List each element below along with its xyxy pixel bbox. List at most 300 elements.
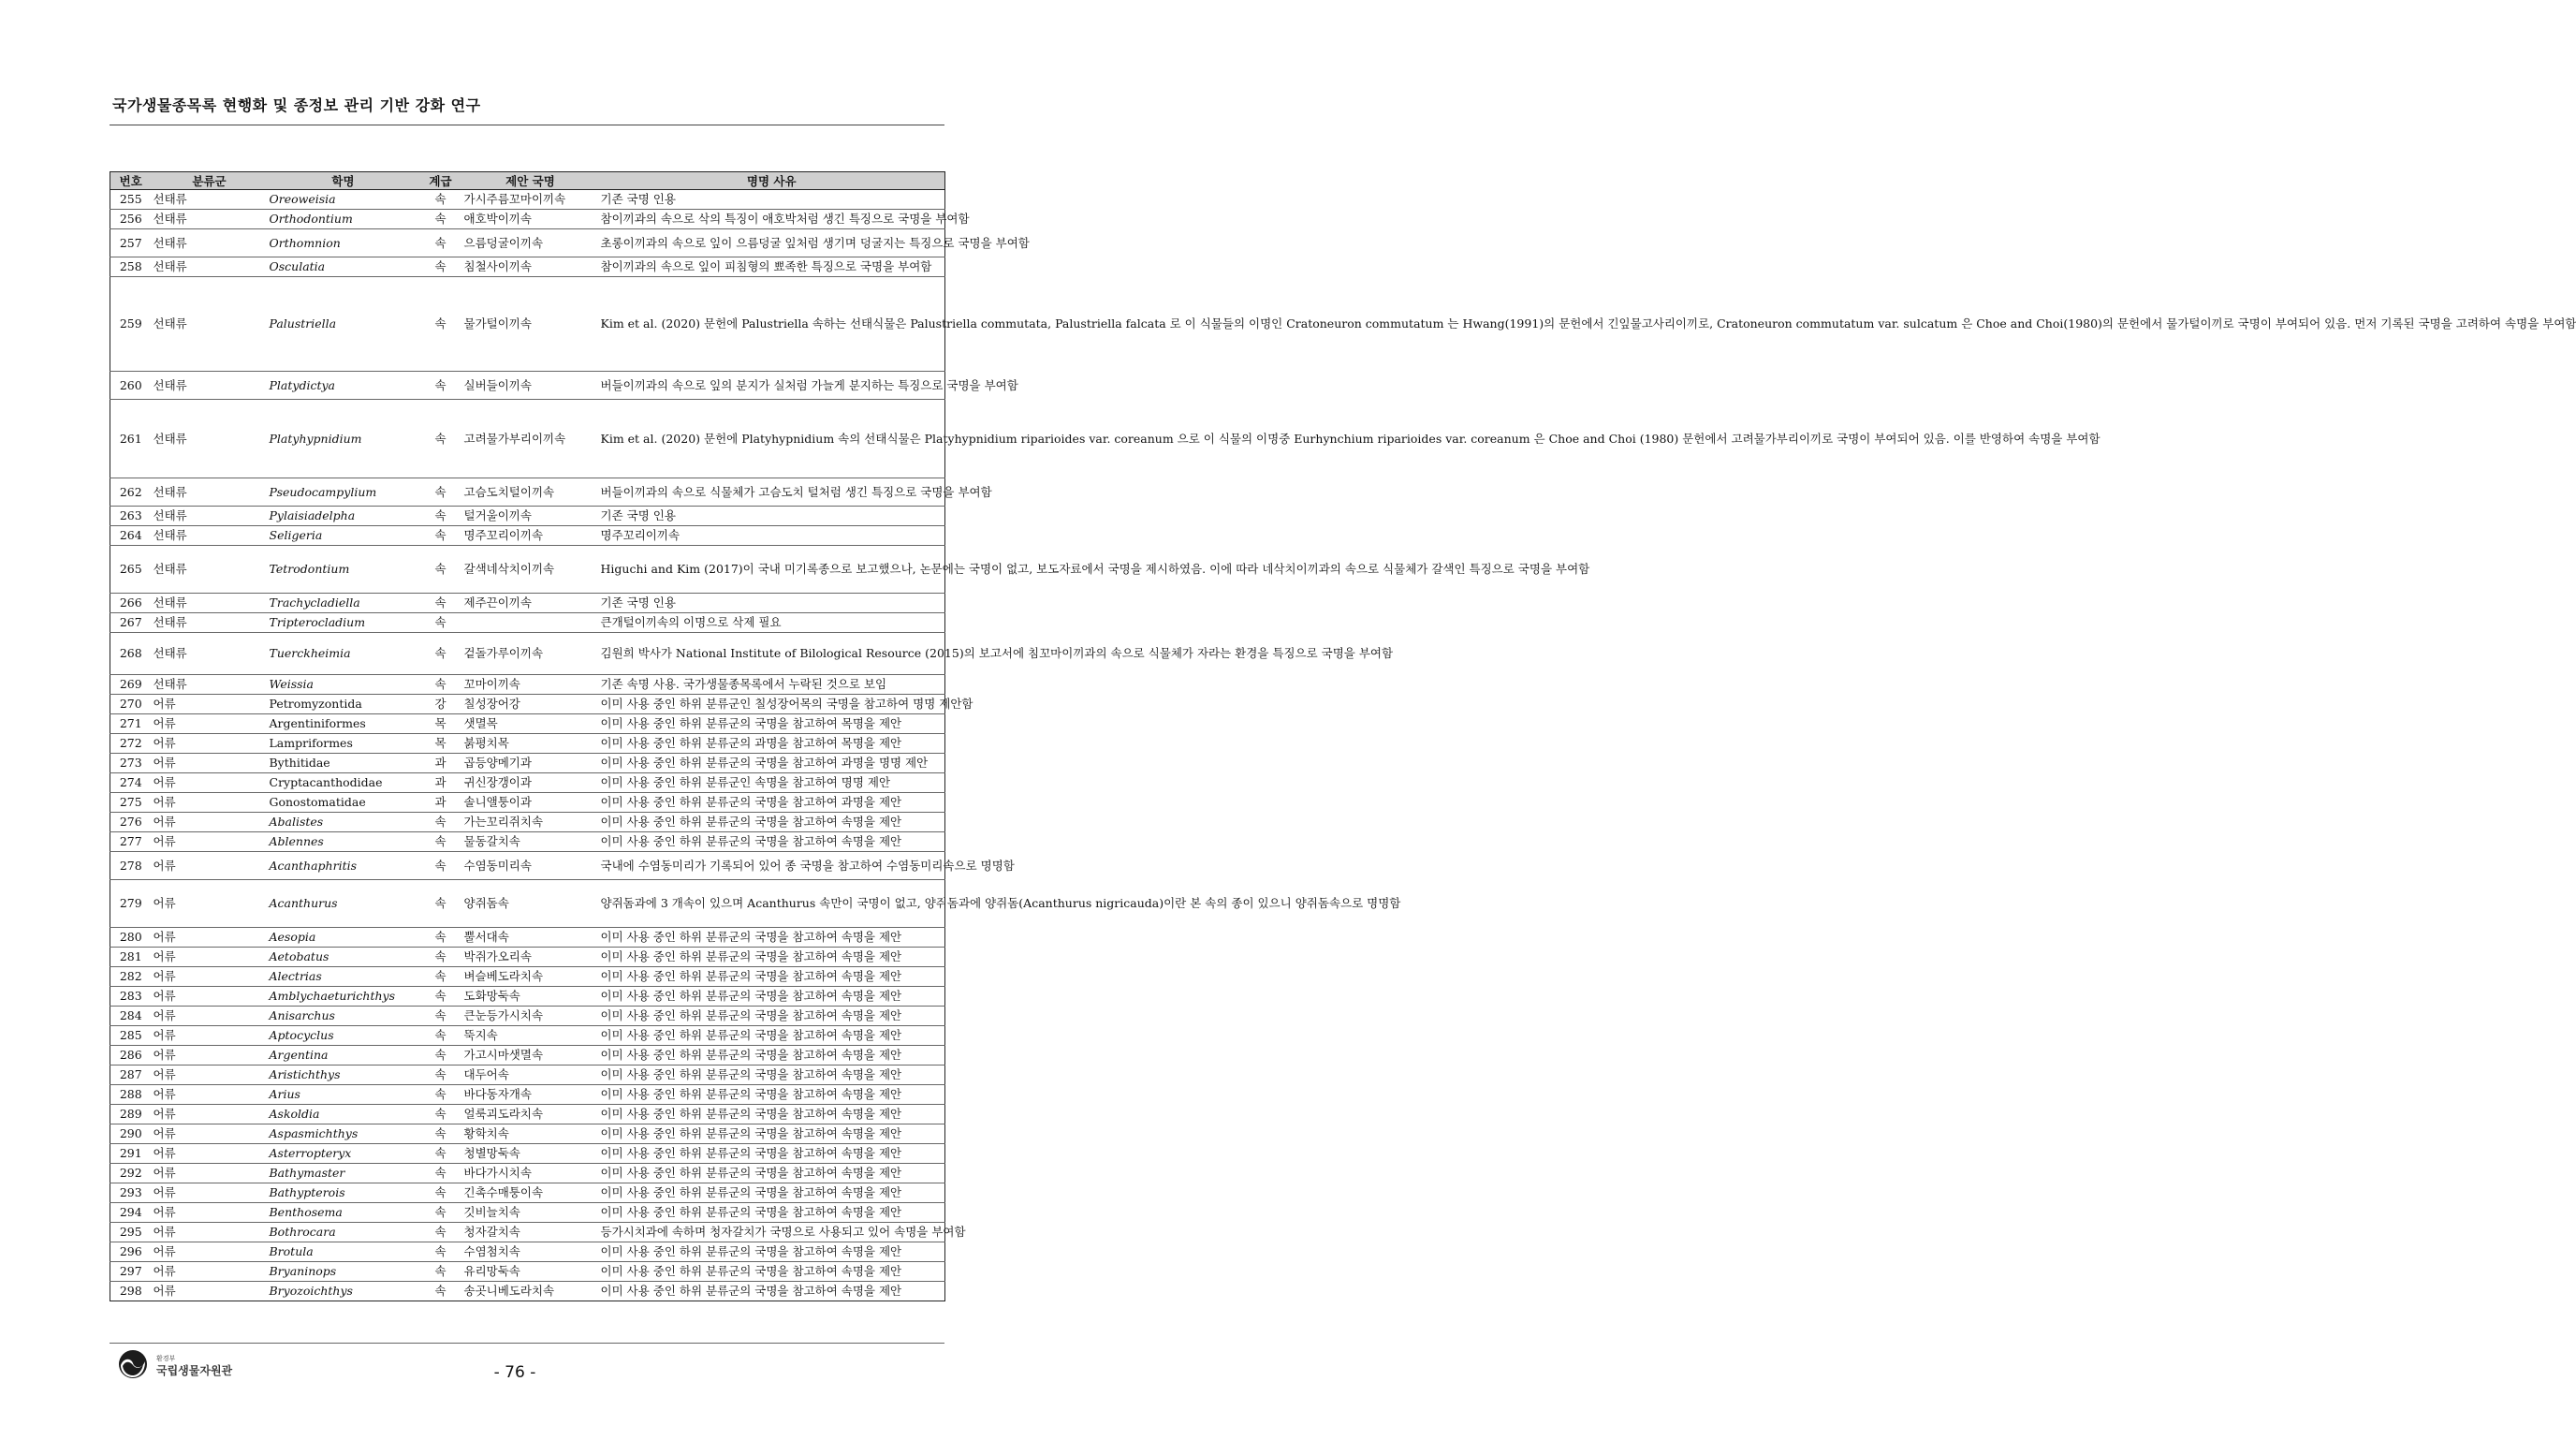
row-scientific-name: Alectrias xyxy=(268,967,419,987)
row-group: 선태류 xyxy=(152,190,268,210)
table-row xyxy=(110,813,945,832)
row-korean-name: 청별망둑속 xyxy=(462,1144,599,1164)
row-number: 277 xyxy=(110,832,152,852)
row-korean-name: 깃비늘치속 xyxy=(462,1203,599,1223)
row-rank: 속 xyxy=(419,372,462,400)
row-korean-name: 갈색네삭치이끼속 xyxy=(462,546,599,594)
row-scientific-name: Weissia xyxy=(268,675,419,695)
table-row xyxy=(110,594,945,613)
row-group: 어류 xyxy=(152,714,268,734)
row-rank: 속 xyxy=(419,948,462,967)
row-scientific-name: Acanthurus xyxy=(268,880,419,928)
row-scientific-name: Bathymaster xyxy=(268,1164,419,1183)
row-korean-name: 고려물가부리이끼속 xyxy=(462,400,599,478)
row-number: 259 xyxy=(110,277,152,372)
row-rank: 과 xyxy=(419,773,462,793)
row-korean-name: 황학치속 xyxy=(462,1124,599,1144)
row-naming-reason: 양쥐돔과에 3 개속이 있으며 Acanthurus 속만이 국명이 없고, 양쥐돔과에 양쥐돔(Acanthurus nigricauda)이란 본 속의 종이 있으니 양쥐돔속으로 명명함 xyxy=(599,880,945,928)
row-scientific-name: Cryptacanthodidae xyxy=(268,773,419,793)
row-naming-reason: 이미 사용 중인 하위 분류군의 국명을 참고하여 속명을 제안 xyxy=(599,1124,945,1144)
row-rank: 속 xyxy=(419,967,462,987)
col-header-scientific-name: 학명 xyxy=(268,172,419,190)
table-row xyxy=(110,257,945,277)
table-row xyxy=(110,546,945,594)
row-number: 255 xyxy=(110,190,152,210)
row-scientific-name: Brotula xyxy=(268,1242,419,1262)
row-scientific-name: Palustriella xyxy=(268,277,419,372)
row-group: 선태류 xyxy=(152,400,268,478)
row-korean-name: 고슴도치털이끼속 xyxy=(462,478,599,507)
row-naming-reason: 이미 사용 중인 하위 분류군의 국명을 참고하여 속명을 제안 xyxy=(599,928,945,948)
row-group: 선태류 xyxy=(152,546,268,594)
row-korean-name: 대두어속 xyxy=(462,1066,599,1085)
table-row xyxy=(110,1026,945,1046)
row-korean-name: 꼬마이끼속 xyxy=(462,675,599,695)
row-number: 272 xyxy=(110,734,152,754)
row-number: 278 xyxy=(110,852,152,880)
row-naming-reason: 큰개털이끼속의 이명으로 삭제 필요 xyxy=(599,613,945,633)
row-rank: 속 xyxy=(419,1026,462,1046)
org-name: 국립생물자원관 xyxy=(156,1364,233,1377)
table-row xyxy=(110,229,945,257)
row-naming-reason: 이미 사용 중인 하위 분류군의 국명을 참고하여 속명을 제안 xyxy=(599,1262,945,1282)
table-row xyxy=(110,400,945,478)
row-group: 어류 xyxy=(152,813,268,832)
row-scientific-name: Anisarchus xyxy=(268,1007,419,1026)
row-group: 선태류 xyxy=(152,526,268,546)
table-row xyxy=(110,832,945,852)
row-group: 선태류 xyxy=(152,210,268,229)
row-number: 269 xyxy=(110,675,152,695)
row-scientific-name: Benthosema xyxy=(268,1203,419,1223)
row-rank: 속 xyxy=(419,1046,462,1066)
naming-table xyxy=(110,171,2576,1301)
row-group: 선태류 xyxy=(152,277,268,372)
row-korean-name: 뿔서대속 xyxy=(462,928,599,948)
row-rank: 속 xyxy=(419,1066,462,1085)
table-row xyxy=(110,1242,945,1262)
row-scientific-name: Argentina xyxy=(268,1046,419,1066)
row-korean-name: 바다동자개속 xyxy=(462,1085,599,1105)
table-row xyxy=(110,675,945,695)
row-number: 282 xyxy=(110,967,152,987)
row-rank: 속 xyxy=(419,1203,462,1223)
row-number: 256 xyxy=(110,210,152,229)
row-rank: 속 xyxy=(419,1282,462,1301)
row-group: 어류 xyxy=(152,1262,268,1282)
row-korean-name: 벼슬베도라치속 xyxy=(462,967,599,987)
table-body xyxy=(110,190,2576,1301)
row-naming-reason: 이미 사용 중인 하위 분류군의 국명을 참고하여 속명을 제안 xyxy=(599,948,945,967)
row-naming-reason: 이미 사용 중인 하위 분류군의 국명을 참고하여 속명을 제안 xyxy=(599,1085,945,1105)
row-group: 어류 xyxy=(152,734,268,754)
row-number: 291 xyxy=(110,1144,152,1164)
row-rank: 속 xyxy=(419,526,462,546)
row-korean-name: 양쥐돔속 xyxy=(462,880,599,928)
row-number: 279 xyxy=(110,880,152,928)
row-number: 258 xyxy=(110,257,152,277)
row-korean-name: 겉돌가루이끼속 xyxy=(462,633,599,675)
row-scientific-name: Argentiniformes xyxy=(268,714,419,734)
row-scientific-name: Platyhypnidium xyxy=(268,400,419,478)
table-row xyxy=(110,928,945,948)
row-naming-reason: 이미 사용 중인 하위 분류군의 국명을 참고하여 속명을 제안 xyxy=(599,1203,945,1223)
row-group: 어류 xyxy=(152,852,268,880)
row-naming-reason: 이미 사용 중인 하위 분류군의 국명을 참고하여 속명을 제안 xyxy=(599,832,945,852)
row-number: 263 xyxy=(110,507,152,526)
row-scientific-name: Tuerckheimia xyxy=(268,633,419,675)
table-row xyxy=(110,948,945,967)
row-korean-name: 솔니앨퉁이과 xyxy=(462,793,599,813)
row-korean-name: 샛멸목 xyxy=(462,714,599,734)
row-naming-reason: Kim et al. (2020) 문헌에 Platyhypnidium 속의 선태식물은 Platyhypnidium riparioides var. coreanum 으로 이 식물의 이명중 Eurhynchium riparioides var. coreanum 은 Choe and Choi (1980) 문헌에서 고려물가부리이끼로 국명이 부여되어 있음. 이를 반영하여 속명을 부여함 xyxy=(599,400,945,478)
row-naming-reason: 이미 사용 중인 하위 분류군의 국명을 참고하여 속명을 제안 xyxy=(599,1046,945,1066)
row-scientific-name: Bythitidae xyxy=(268,754,419,773)
row-korean-name: 수염동미리속 xyxy=(462,852,599,880)
row-rank: 속 xyxy=(419,1144,462,1164)
row-naming-reason: Higuchi and Kim (2017)이 국내 미기록종으로 보고했으나, 논문에는 국명이 없고, 보도자료에서 국명을 제시하였음. 이에 따라 네삭치이끼과의 속으로 식물체가 갈색인 특징으로 국명을 부여함 xyxy=(599,546,945,594)
row-group: 어류 xyxy=(152,1223,268,1242)
row-scientific-name: Bryaninops xyxy=(268,1262,419,1282)
row-naming-reason: 이미 사용 중인 하위 분류군인 속명을 참고하여 명명 제안 xyxy=(599,773,945,793)
row-korean-name: 귀신장갱이과 xyxy=(462,773,599,793)
row-group: 어류 xyxy=(152,1183,268,1203)
row-scientific-name: Seligeria xyxy=(268,526,419,546)
row-rank: 속 xyxy=(419,1007,462,1026)
table-row xyxy=(110,1124,945,1144)
row-rank: 속 xyxy=(419,546,462,594)
row-number: 261 xyxy=(110,400,152,478)
row-group: 선태류 xyxy=(152,507,268,526)
table-row xyxy=(110,880,945,928)
row-scientific-name: Orthomnion xyxy=(268,229,419,257)
row-korean-name: 큰눈등가시치속 xyxy=(462,1007,599,1026)
row-group: 선태류 xyxy=(152,613,268,633)
table-row xyxy=(110,754,945,773)
row-rank: 속 xyxy=(419,210,462,229)
row-group: 선태류 xyxy=(152,478,268,507)
row-korean-name: 송곳니베도라치속 xyxy=(462,1282,599,1301)
row-rank: 속 xyxy=(419,229,462,257)
table-row xyxy=(110,1262,945,1282)
row-rank: 속 xyxy=(419,832,462,852)
row-rank: 속 xyxy=(419,1223,462,1242)
row-number: 286 xyxy=(110,1046,152,1066)
table-row xyxy=(110,987,945,1007)
row-number: 290 xyxy=(110,1124,152,1144)
row-scientific-name: Oreoweisia xyxy=(268,190,419,210)
row-group: 선태류 xyxy=(152,633,268,675)
table-row xyxy=(110,1144,945,1164)
row-naming-reason: 명주꼬리이끼속 xyxy=(599,526,945,546)
row-group: 어류 xyxy=(152,1007,268,1026)
row-scientific-name: Amblychaeturichthys xyxy=(268,987,419,1007)
row-korean-name: 얼룩괴도라치속 xyxy=(462,1105,599,1124)
row-rank: 과 xyxy=(419,793,462,813)
table-row xyxy=(110,1066,945,1085)
row-scientific-name: Asterropteryx xyxy=(268,1144,419,1164)
row-group: 어류 xyxy=(152,948,268,967)
table-row xyxy=(110,1007,945,1026)
table-row xyxy=(110,1046,945,1066)
row-number: 281 xyxy=(110,948,152,967)
row-naming-reason: 이미 사용 중인 하위 분류군의 국명을 참고하여 속명을 제안 xyxy=(599,813,945,832)
row-rank: 속 xyxy=(419,478,462,507)
row-naming-reason: 이미 사용 중인 하위 분류군의 국명을 참고하여 과명을 제안 xyxy=(599,793,945,813)
row-scientific-name: Petromyzontida xyxy=(268,695,419,714)
row-naming-reason: 이미 사용 중인 하위 분류군의 국명을 참고하여 속명을 제안 xyxy=(599,1242,945,1262)
row-group: 어류 xyxy=(152,1242,268,1262)
row-naming-reason: 이미 사용 중인 하위 분류군의 국명을 참고하여 속명을 제안 xyxy=(599,1007,945,1026)
row-group: 어류 xyxy=(152,1026,268,1046)
row-korean-name: 칠성장어강 xyxy=(462,695,599,714)
table-row xyxy=(110,1203,945,1223)
row-rank: 강 xyxy=(419,695,462,714)
row-scientific-name: Aetobatus xyxy=(268,948,419,967)
table-row xyxy=(110,613,945,633)
row-rank: 속 xyxy=(419,675,462,695)
row-naming-reason: Kim et al. (2020) 문헌에 Palustriella 속하는 선태식물은 Palustriella commutata, Palustriella falcata 로 이 식물들의 이명인 Cratoneuron commutatum 는 Hwang(1991)의 문헌에서 긴잎물고사리이끼로, Cratoneuron commutatum var. sulcatum 은 Choe and Choi(1980)의 문헌에서 물가털이끼로 국명이 부여되어 있음. 먼저 기록된 국명을 고려하여 속명을 부여함 xyxy=(599,277,945,372)
footer-divider xyxy=(110,1343,944,1344)
row-rank: 속 xyxy=(419,594,462,613)
row-number: 275 xyxy=(110,793,152,813)
row-group: 어류 xyxy=(152,1124,268,1144)
col-header-group: 분류군 xyxy=(152,172,268,190)
row-scientific-name: Pseudocampylium xyxy=(268,478,419,507)
row-rank: 속 xyxy=(419,1164,462,1183)
row-group: 어류 xyxy=(152,1105,268,1124)
table-row xyxy=(110,1282,945,1301)
row-scientific-name: Arius xyxy=(268,1085,419,1105)
row-group: 선태류 xyxy=(152,229,268,257)
row-rank: 속 xyxy=(419,813,462,832)
row-scientific-name: Bothrocara xyxy=(268,1223,419,1242)
row-naming-reason: 참이끼과의 속으로 잎이 피침형의 뾰족한 특징으로 국명을 부여함 xyxy=(599,257,945,277)
row-number: 288 xyxy=(110,1085,152,1105)
row-number: 257 xyxy=(110,229,152,257)
row-korean-name: 가는꼬리쥐치속 xyxy=(462,813,599,832)
page-number: - 76 - xyxy=(493,1363,536,1382)
row-rank: 속 xyxy=(419,1105,462,1124)
row-number: 294 xyxy=(110,1203,152,1223)
row-naming-reason: 초롱이끼과의 속으로 잎이 으름덩굴 잎처럼 생기며 덩굴지는 특징으로 국명을 부여함 xyxy=(599,229,945,257)
col-header-naming-reason: 명명 사유 xyxy=(599,172,945,190)
table-row xyxy=(110,526,945,546)
table-row xyxy=(110,714,945,734)
row-naming-reason: 버들이끼과의 속으로 잎의 분지가 실처럼 가늘게 분지하는 특징으로 국명을 부여함 xyxy=(599,372,945,400)
row-scientific-name: Trachycladiella xyxy=(268,594,419,613)
row-group: 선태류 xyxy=(152,257,268,277)
row-naming-reason: 기존 국명 인용 xyxy=(599,507,945,526)
row-naming-reason: 이미 사용 중인 하위 분류군의 국명을 참고하여 속명을 제안 xyxy=(599,1183,945,1203)
page-title: 국가생물종목록 현행화 및 종정보 관리 기반 강화 연구 xyxy=(112,96,481,114)
row-rank: 속 xyxy=(419,987,462,1007)
row-korean-name: 수염첨치속 xyxy=(462,1242,599,1262)
row-korean-name: 가고시마샛멸속 xyxy=(462,1046,599,1066)
row-number: 274 xyxy=(110,773,152,793)
row-group: 선태류 xyxy=(152,372,268,400)
row-korean-name: 유리망둑속 xyxy=(462,1262,599,1282)
row-number: 268 xyxy=(110,633,152,675)
row-naming-reason: 김원희 박사가 National Institute of Bilological Resource (2015)의 보고서에 침꼬마이끼과의 속으로 식물체가 자라는 환경을 특징으로 국명을 부여함 xyxy=(599,633,945,675)
row-number: 298 xyxy=(110,1282,152,1301)
row-naming-reason: 참이끼과의 속으로 삭의 특징이 애호박처럼 생긴 특징으로 국명을 부여함 xyxy=(599,210,945,229)
row-naming-reason: 이미 사용 중인 하위 분류군인 칠성장어목의 국명을 참고하여 명명 제안함 xyxy=(599,695,945,714)
table-row xyxy=(110,1105,945,1124)
row-naming-reason: 이미 사용 중인 하위 분류군의 국명을 참고하여 과명을 명명 제안 xyxy=(599,754,945,773)
row-korean-name: 애호박이끼속 xyxy=(462,210,599,229)
table-row xyxy=(110,1085,945,1105)
row-korean-name xyxy=(462,613,599,633)
row-rank: 목 xyxy=(419,734,462,754)
row-scientific-name: Pylaisiadelpha xyxy=(268,507,419,526)
row-scientific-name: Gonostomatidae xyxy=(268,793,419,813)
row-group: 어류 xyxy=(152,1164,268,1183)
table-row xyxy=(110,210,945,229)
row-rank: 속 xyxy=(419,633,462,675)
row-number: 270 xyxy=(110,695,152,714)
row-rank: 속 xyxy=(419,880,462,928)
row-korean-name: 바다가시치속 xyxy=(462,1164,599,1183)
row-korean-name: 침철사이끼속 xyxy=(462,257,599,277)
row-group: 어류 xyxy=(152,773,268,793)
row-group: 선태류 xyxy=(152,594,268,613)
row-number: 297 xyxy=(110,1262,152,1282)
table-row xyxy=(110,190,945,210)
row-rank: 속 xyxy=(419,1124,462,1144)
row-korean-name: 도화망둑속 xyxy=(462,987,599,1007)
row-rank: 속 xyxy=(419,400,462,478)
row-group: 어류 xyxy=(152,928,268,948)
ministry-label: 환경부 xyxy=(156,1355,176,1362)
row-scientific-name: Aristichthys xyxy=(268,1066,419,1085)
row-naming-reason: 이미 사용 중인 하위 분류군의 국명을 참고하여 속명을 제안 xyxy=(599,1066,945,1085)
row-naming-reason: 이미 사용 중인 하위 분류군의 국명을 참고하여 속명을 제안 xyxy=(599,987,945,1007)
row-naming-reason: 이미 사용 중인 하위 분류군의 국명을 참고하여 속명을 제안 xyxy=(599,1026,945,1046)
row-scientific-name: Aesopia xyxy=(268,928,419,948)
row-korean-name: 곱등양메기과 xyxy=(462,754,599,773)
row-korean-name: 긴촉수매퉁이속 xyxy=(462,1183,599,1203)
table-row xyxy=(110,793,945,813)
row-naming-reason: 이미 사용 중인 하위 분류군의 국명을 참고하여 속명을 제안 xyxy=(599,1282,945,1301)
row-group: 어류 xyxy=(152,1203,268,1223)
row-scientific-name: Ablennes xyxy=(268,832,419,852)
row-rank: 속 xyxy=(419,613,462,633)
row-scientific-name: Osculatia xyxy=(268,257,419,277)
row-group: 어류 xyxy=(152,1066,268,1085)
table-row xyxy=(110,734,945,754)
table-row xyxy=(110,1164,945,1183)
table-row xyxy=(110,967,945,987)
row-number: 271 xyxy=(110,714,152,734)
row-group: 어류 xyxy=(152,793,268,813)
row-naming-reason: 기존 속명 사용. 국가생물종목록에서 누락된 것으로 보임 xyxy=(599,675,945,695)
row-rank: 속 xyxy=(419,1242,462,1262)
row-rank: 속 xyxy=(419,1262,462,1282)
row-number: 296 xyxy=(110,1242,152,1262)
col-header-rank: 계급 xyxy=(419,172,462,190)
row-rank: 속 xyxy=(419,190,462,210)
row-scientific-name: Orthodontium xyxy=(268,210,419,229)
row-scientific-name: Tripterocladium xyxy=(268,613,419,633)
row-group: 선태류 xyxy=(152,675,268,695)
row-korean-name: 뚝지속 xyxy=(462,1026,599,1046)
row-korean-name: 박쥐가오리속 xyxy=(462,948,599,967)
row-group: 어류 xyxy=(152,1144,268,1164)
row-group: 어류 xyxy=(152,880,268,928)
row-number: 276 xyxy=(110,813,152,832)
row-scientific-name: Askoldia xyxy=(268,1105,419,1124)
row-korean-name: 물동갈치속 xyxy=(462,832,599,852)
row-scientific-name: Abalistes xyxy=(268,813,419,832)
row-rank: 속 xyxy=(419,1183,462,1203)
row-group: 어류 xyxy=(152,987,268,1007)
row-scientific-name: Acanthaphritis xyxy=(268,852,419,880)
table-row xyxy=(110,1223,945,1242)
row-scientific-name: Bryozoichthys xyxy=(268,1282,419,1301)
row-korean-name: 붉평치목 xyxy=(462,734,599,754)
row-naming-reason: 이미 사용 중인 하위 분류군의 국명을 참고하여 속명을 제안 xyxy=(599,1164,945,1183)
row-scientific-name: Lampriformes xyxy=(268,734,419,754)
row-number: 280 xyxy=(110,928,152,948)
col-header-number: 번호 xyxy=(110,172,152,190)
row-scientific-name: Platydictya xyxy=(268,372,419,400)
table-row xyxy=(110,773,945,793)
row-number: 293 xyxy=(110,1183,152,1203)
row-naming-reason: 이미 사용 중인 하위 분류군의 국명을 참고하여 속명을 제안 xyxy=(599,967,945,987)
row-rank: 속 xyxy=(419,257,462,277)
row-number: 265 xyxy=(110,546,152,594)
table-header-row xyxy=(110,172,945,190)
row-group: 어류 xyxy=(152,1282,268,1301)
row-number: 295 xyxy=(110,1223,152,1242)
table-row xyxy=(110,852,945,880)
row-group: 어류 xyxy=(152,1046,268,1066)
row-number: 285 xyxy=(110,1026,152,1046)
table-row xyxy=(110,695,945,714)
row-korean-name: 으름덩굴이끼속 xyxy=(462,229,599,257)
row-korean-name: 실버들이끼속 xyxy=(462,372,599,400)
row-scientific-name: Tetrodontium xyxy=(268,546,419,594)
row-group: 어류 xyxy=(152,967,268,987)
row-rank: 속 xyxy=(419,852,462,880)
row-rank: 과 xyxy=(419,754,462,773)
table-row xyxy=(110,277,945,372)
row-naming-reason: 이미 사용 중인 하위 분류군의 과명을 참고하여 목명을 제안 xyxy=(599,734,945,754)
row-number: 267 xyxy=(110,613,152,633)
row-number: 287 xyxy=(110,1066,152,1085)
row-naming-reason: 이미 사용 중인 하위 분류군의 국명을 참고하여 목명을 제안 xyxy=(599,714,945,734)
table-row xyxy=(110,507,945,526)
table-row xyxy=(110,372,945,400)
row-scientific-name: Bathypterois xyxy=(268,1183,419,1203)
row-naming-reason: 국내에 수염동미리가 기록되어 있어 종 국명을 참고하여 수염동미리속으로 명명함 xyxy=(599,852,945,880)
row-naming-reason: 이미 사용 중인 하위 분류군의 국명을 참고하여 속명을 제안 xyxy=(599,1105,945,1124)
row-number: 283 xyxy=(110,987,152,1007)
row-korean-name: 명주꼬리이끼속 xyxy=(462,526,599,546)
row-number: 289 xyxy=(110,1105,152,1124)
table-row xyxy=(110,633,945,675)
col-header-korean-name: 제안 국명 xyxy=(462,172,599,190)
row-naming-reason: 등가시치과에 속하며 청자갈치가 국명으로 사용되고 있어 속명을 부여함 xyxy=(599,1223,945,1242)
row-number: 262 xyxy=(110,478,152,507)
row-korean-name: 청자갈치속 xyxy=(462,1223,599,1242)
row-rank: 속 xyxy=(419,928,462,948)
row-naming-reason: 이미 사용 중인 하위 분류군의 국명을 참고하여 속명을 제안 xyxy=(599,1144,945,1164)
row-rank: 목 xyxy=(419,714,462,734)
row-number: 292 xyxy=(110,1164,152,1183)
row-group: 어류 xyxy=(152,695,268,714)
